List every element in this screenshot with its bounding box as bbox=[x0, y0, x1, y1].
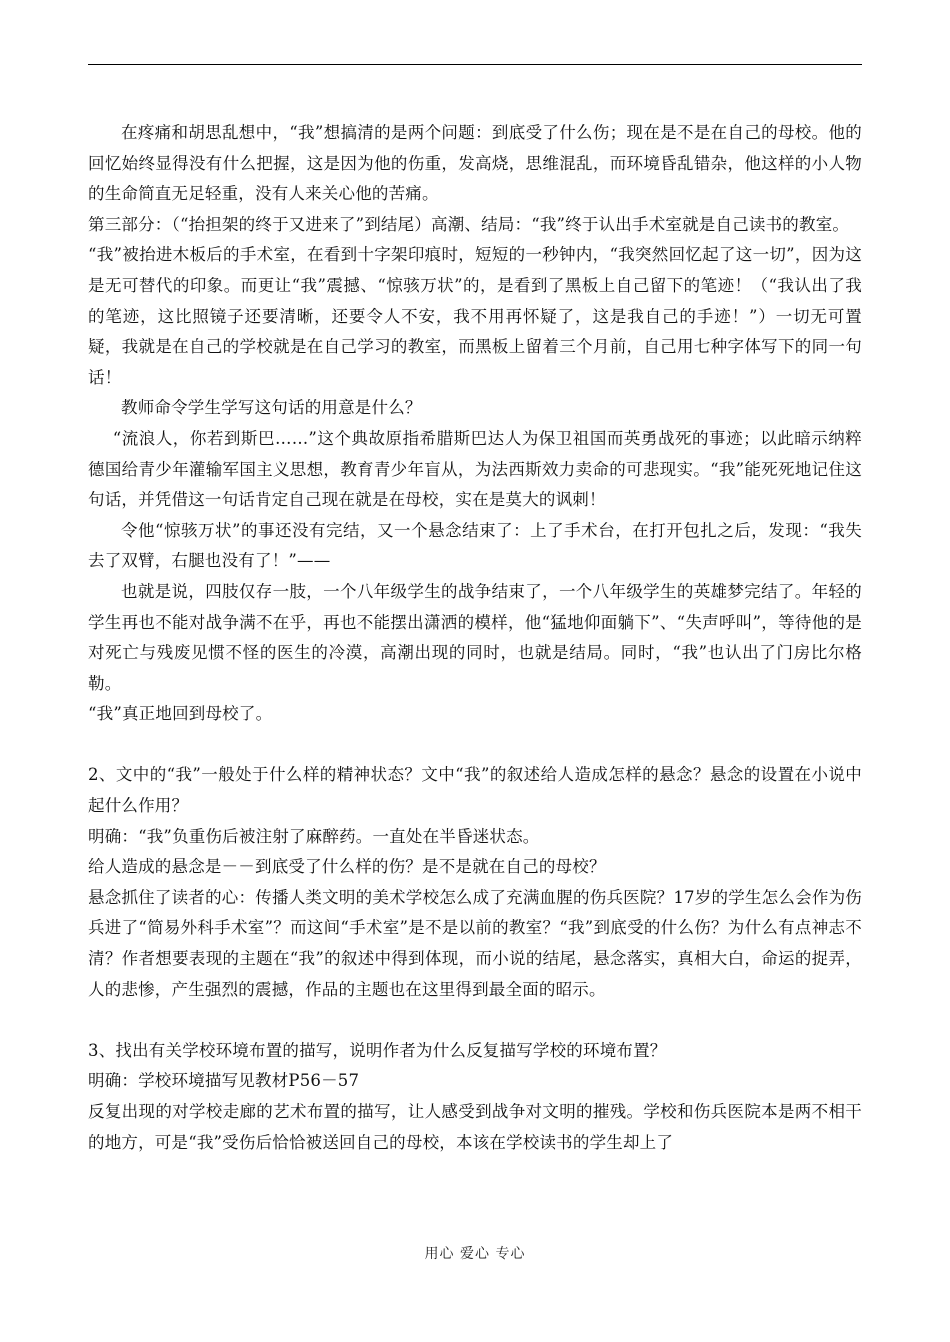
question-heading: 3、找出有关学校环境布置的描写，说明作者为什么反复描写学校的环境布置？ bbox=[88, 1040, 667, 1060]
paragraph: “我”真正地回到母校了。 bbox=[88, 704, 273, 724]
paragraph: 在疼痛和胡思乱想中，“我”想搞清的是两个问题：到底受了什么伤；现在是不是在自己的母校。他的回忆始终显得没有什么把握，这是因为他的伤重，发高烧，思维混乱，而环境昏乱错杂，他这样的小人物的生命简直无足轻重，没有人来关心他的苦痛。 bbox=[88, 123, 862, 204]
paragraph-spacer bbox=[88, 1005, 862, 1036]
paragraph: “我”被抬进木板后的手术室，在看到十字架印痕时，短短的一秒钟内，“我突然回忆起了这一切”，因为这是无可替代的印象。而更让“我”震撼、“惊骇万状”的，是看到了黑板上自己留下的笔迹！（“我认出了我的笔迹，这比照镜子还要清晰，还要令人不安，我不用再怀疑了，这是我自己的手迹！”）一切无可置疑，我就是在自己的学校就是在自己学习的教室，而黑板上留着三个月前，自己用七种字体写下的同一句话！ bbox=[88, 245, 862, 387]
paragraph: 明确：学校环境描写见教材P56－57 bbox=[88, 1071, 360, 1091]
paragraph: 明确：“我”负重伤后被注射了麻醉药。一直处在半昏迷状态。 bbox=[88, 826, 540, 846]
paragraph: 给人造成的悬念是－－到底受了什么样的伤？是不是就在自己的母校？ bbox=[88, 857, 606, 877]
paragraph: 第三部分：（“抬担架的终于又进来了”到结尾）高潮、结局：“我”终于认出手术室就是自己读书的教室。 bbox=[88, 214, 850, 234]
paragraph: 也就是说，四肢仅存一肢，一个八年级学生的战争结束了，一个八年级学生的英雄梦完结了。年轻的学生再也不能对战争满不在乎，再也不能摆出潇洒的模样，他“猛地仰面躺下”、“失声呼叫”，等待他的是对死亡与残废见惯不怪的医生的冷漠，高潮出现的同时，也就是结局。同时，“我”也认出了门房比尔格勒。 bbox=[88, 581, 862, 693]
paragraph: 悬念抓住了读者的心：传播人类文明的美术学校怎么成了充满血腥的伤兵医院？17岁的学生怎么会作为伤兵进了“简易外科手术室”？而这间“手术室”是不是以前的教室？“我”到底受的什么伤？为什么有点神志不清？作者想要表现的主题在“我”的叙述中得到体现，而小说的结尾，悬念落实，真相大白，命运的捉弄，人的悲惨，产生强烈的震撼，作品的主题也在这里得到最全面的昭示。 bbox=[88, 887, 862, 999]
paragraph-spacer bbox=[88, 730, 862, 761]
paragraph: 反复出现的对学校走廊的艺术布置的描写，让人感受到战争对文明的摧残。学校和伤兵医院本是两不相干的地方，可是“我”受伤后恰恰被送回自己的母校，本该在学校读书的学生却上了 bbox=[88, 1102, 862, 1152]
paragraph: 令他“惊骇万状”的事还没有完结，又一个悬念结束了：上了手术台，在打开包扎之后，发现：“我失去了双臂，右腿也没有了！”—— bbox=[88, 520, 862, 571]
header-divider bbox=[88, 64, 862, 65]
page-footer: 用心 爱心 专心 bbox=[424, 1246, 526, 1262]
document-body bbox=[88, 118, 862, 1158]
paragraph: “流浪人，你若到斯巴……”这个典故原指希腊斯巴达人为保卫祖国而英勇战死的事迹；以此暗示纳粹德国给青少年灌输军国主义思想，教育青少年盲从，为法西斯效力卖命的可悲现实。“我”能死死地记住这句话，并凭借这一句话肯定自己现在就是在母校，实在是莫大的讽刺！ bbox=[88, 428, 862, 510]
question-heading: 2、文中的“我”一般处于什么样的精神状态？文中“我”的叙述给人造成怎样的悬念？悬念的设置在小说中起什么作用？ bbox=[88, 765, 862, 816]
paragraph: 教师命令学生学写这句话的用意是什么？ bbox=[121, 398, 422, 418]
